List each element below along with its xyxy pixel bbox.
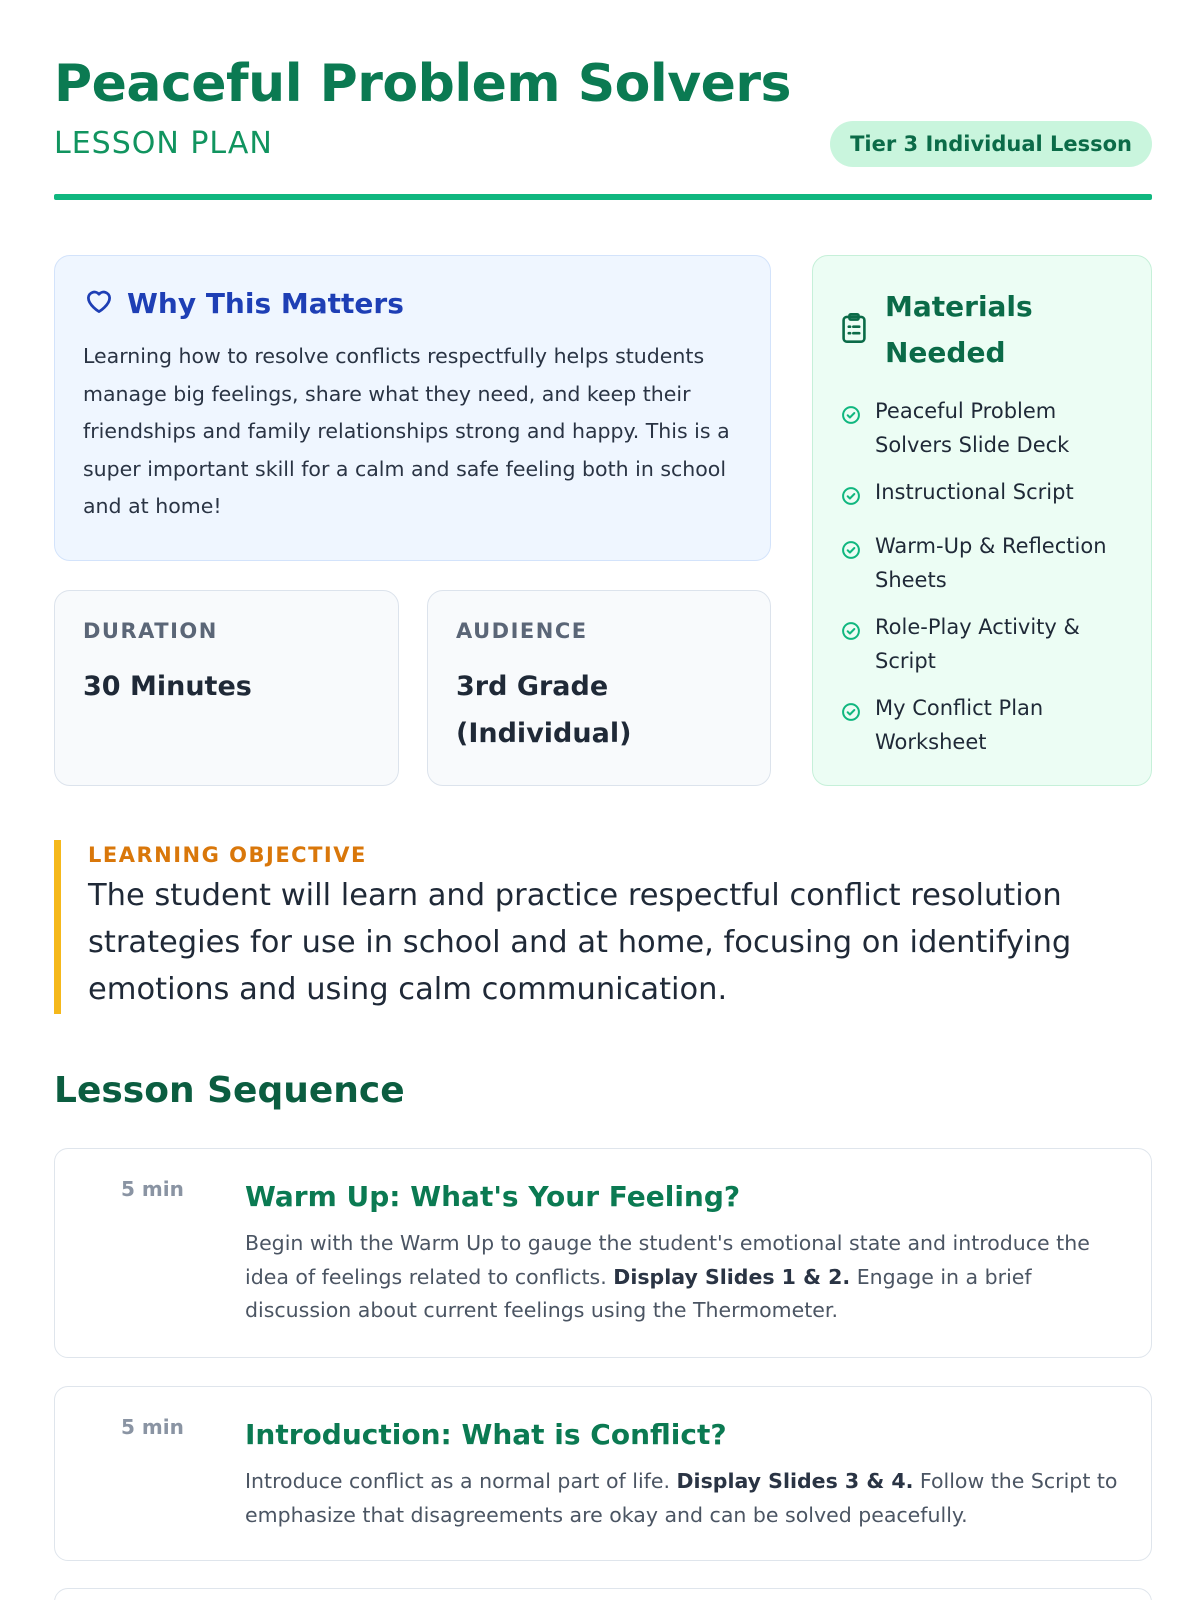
step-duration: 5 min <box>121 1415 184 1439</box>
materials-item <box>841 691 1127 759</box>
why-text: Learning how to resolve conflicts respectfully helps students manage big feelings, share what they need, and keep their friendships and family relationships strong and happy. This is a super important skill for a calm and safe feeling both in school and at home! <box>83 344 730 518</box>
step-desc-text: Introduce conflict as a normal part of life. <box>245 1469 670 1493</box>
step-desc-slides: Display Slides 1 & 2. <box>613 1264 851 1289</box>
materials-item <box>841 529 1127 597</box>
header-divider <box>54 194 1152 200</box>
objective-label: LEARNING OBJECTIVE <box>88 843 367 867</box>
materials-item-label: Instructional Script <box>875 480 1074 504</box>
page-title: Peaceful Problem Solvers <box>54 54 791 114</box>
step-description <box>245 1227 1121 1328</box>
check-circle-icon <box>841 401 863 435</box>
materials-item-label: Peaceful Problem Solvers Slide Deck <box>875 399 1070 457</box>
materials-item-label: Role-Play Activity & Script <box>875 615 1080 673</box>
step-desc-text: Begin with the Warm Up to gauge the student's emotional state and introduce the idea of feelings related to conflicts. <box>245 1231 1090 1289</box>
objective-text: The student will learn and practice respectful conflict resolution strategies for use in school and at home, focusing on identifying emotions and using calm communication. <box>88 878 1072 1007</box>
step-body <box>245 1175 1121 1328</box>
heart-icon <box>83 286 115 320</box>
materials-item <box>841 610 1127 678</box>
materials-item <box>841 394 1127 462</box>
materials-header <box>841 284 1127 376</box>
materials-list <box>841 394 1127 759</box>
page-subtitle: LESSON PLAN <box>54 126 273 161</box>
why-title: Why This Matters <box>127 286 404 320</box>
lesson-step <box>54 1148 1152 1358</box>
check-circle-icon <box>841 698 863 732</box>
materials-card <box>812 255 1152 786</box>
audience-value: 3rd Grade (Individual) <box>456 671 632 749</box>
clipboard-icon <box>841 312 867 348</box>
why-this-matters-card <box>54 255 771 561</box>
duration-label: DURATION <box>83 619 218 643</box>
audience-card <box>427 590 771 786</box>
lesson-plan-page <box>54 0 1152 1600</box>
check-circle-icon <box>841 617 863 651</box>
tier-badge: Tier 3 Individual Lesson <box>830 121 1152 167</box>
materials-title: Materials Needed <box>885 290 1033 369</box>
duration-value: 30 Minutes <box>83 671 252 702</box>
audience-label: AUDIENCE <box>456 619 588 643</box>
step-title: Introduction: What is Conflict? <box>245 1418 727 1451</box>
step-desc-slides: Display Slides 3 & 4. <box>676 1469 914 1493</box>
lesson-step <box>54 1386 1152 1561</box>
lesson-sequence-title: Lesson Sequence <box>54 1070 405 1111</box>
materials-item-label: My Conflict Plan Worksheet <box>875 696 1044 754</box>
step-desc-text: Follow the Script to emphasize that disagreements are okay and can be solved peacefully. <box>245 1469 1118 1527</box>
learning-objective <box>54 840 1152 1014</box>
check-circle-icon <box>841 536 863 570</box>
step-description <box>245 1465 1121 1532</box>
step-body <box>245 1413 1121 1532</box>
step-desc-text: Engage in a brief discussion about current feelings using the Thermometer. <box>245 1264 1032 1322</box>
materials-item-label: Warm-Up & Reflection Sheets <box>875 534 1107 592</box>
step-title: Warm Up: What's Your Feeling? <box>245 1180 741 1213</box>
materials-item <box>841 475 1127 516</box>
lesson-step-partial <box>54 1588 1152 1600</box>
why-header <box>83 286 742 320</box>
step-duration: 5 min <box>121 1177 184 1201</box>
check-circle-icon <box>841 482 863 516</box>
duration-card <box>54 590 399 786</box>
